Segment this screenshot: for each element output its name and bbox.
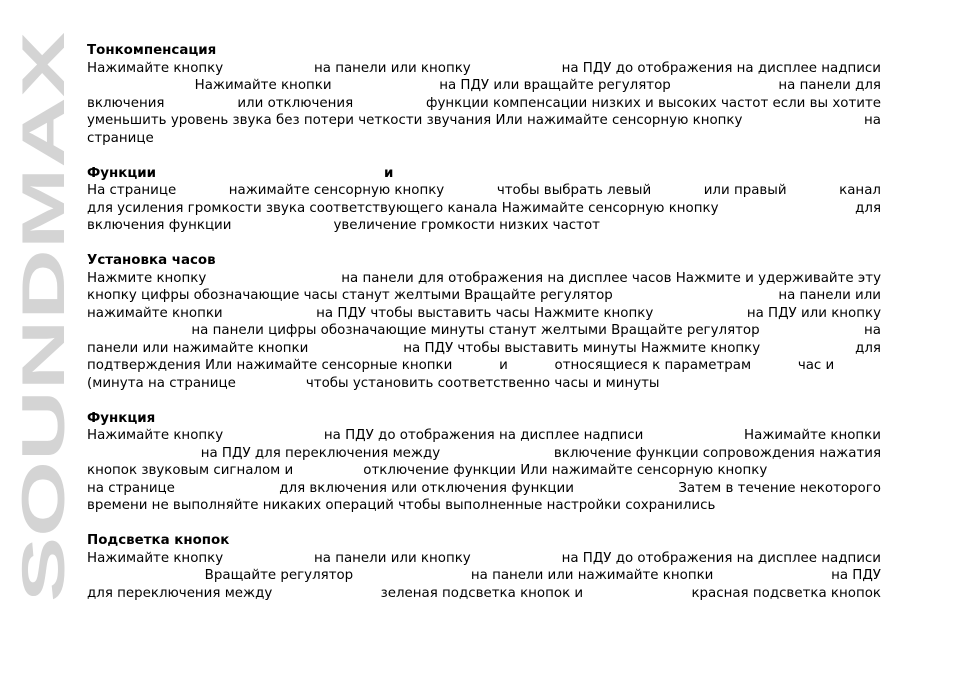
section-heading-part: Функция <box>87 410 156 426</box>
manual-section <box>87 165 881 235</box>
text-line <box>87 95 881 113</box>
text-segment: и <box>499 358 508 373</box>
text-line <box>87 130 881 148</box>
text-line <box>87 182 881 200</box>
text-segment: подтверждения Или нажимайте сенсорные кнопки <box>87 358 453 373</box>
text-segment: на панели для <box>778 78 881 93</box>
text-segment: на ПДУ для переключения между <box>200 445 441 461</box>
text-segment: для переключения между <box>87 585 273 601</box>
text-line <box>87 112 881 130</box>
text-line <box>87 497 881 515</box>
manual-section <box>87 410 881 515</box>
section-heading-part: Тонкомпенсация <box>87 43 217 58</box>
text-line <box>87 77 881 95</box>
text-segment: на ПДУ до отображения на дисплее надписи <box>561 550 881 566</box>
text-line <box>87 375 881 393</box>
text-segment: на странице <box>87 480 175 496</box>
text-segment: чтобы установить соответственно часы и минуты <box>305 375 660 391</box>
manual-section <box>87 42 881 147</box>
text-line <box>87 462 881 480</box>
text-segment: уменьшить уровень звука без потери четкости звучания Или нажимайте сенсорную кнопку <box>87 113 743 128</box>
section-heading <box>87 252 881 270</box>
section-heading <box>87 42 881 60</box>
section-heading <box>87 165 881 183</box>
text-segment: кнопок звуковым сигналом и <box>87 463 294 478</box>
text-segment: для усиления громкости звука соответствующего канала Нажимайте сенсорную кнопку <box>87 200 719 216</box>
text-segment: на ПДУ до отображения на дисплее надписи <box>561 60 881 76</box>
text-segment: канал <box>839 183 881 198</box>
soundmax-logo-icon: SOUNDMAX <box>10 251 77 602</box>
text-segment: или отключения <box>237 95 354 111</box>
text-line <box>87 427 881 445</box>
text-line <box>87 270 881 288</box>
section-heading <box>87 532 881 550</box>
text-segment: на ПДУ или вращайте регулятор <box>439 78 671 93</box>
text-segment: увеличение громкости низких частот <box>333 218 600 233</box>
text-segment: На странице <box>87 183 177 198</box>
text-segment: Нажимайте кнопку <box>87 550 224 566</box>
text-segment: на панели цифры обозначающие минуты станут желтыми Вращайте регулятор <box>191 323 760 338</box>
text-line <box>87 567 881 585</box>
text-line <box>87 305 881 323</box>
text-segment: для <box>855 200 881 216</box>
text-segment: относящиеся к параметрам <box>554 358 752 373</box>
manual-section <box>87 252 881 392</box>
text-segment: кнопку цифры обозначающие часы станут желтыми Вращайте регулятор <box>87 288 613 303</box>
text-segment: зеленая подсветка кнопок и <box>380 585 584 601</box>
text-segment: Нажмите кнопку <box>87 270 207 286</box>
manual-page-content <box>87 42 881 620</box>
text-line <box>87 287 881 305</box>
text-segment: нажимайте сенсорную кнопку <box>228 183 445 198</box>
text-segment: на ПДУ до отображения на дисплее надписи <box>323 428 644 443</box>
text-line <box>87 60 881 78</box>
text-segment: красная подсветка кнопок <box>691 585 881 601</box>
text-line <box>87 340 881 358</box>
text-segment: Нажимайте кнопки <box>194 78 332 93</box>
text-segment: нажимайте кнопки <box>87 305 223 321</box>
text-segment: времени не выполняйте никаких операций чтобы выполненные настройки сохранились <box>87 498 716 513</box>
text-segment: включения функции <box>87 218 232 233</box>
text-segment: на панели для отображения на дисплее часов Нажмите и удерживайте эту <box>341 270 881 286</box>
text-segment: на ПДУ чтобы выставить часы Нажмите кнопку <box>316 305 654 321</box>
text-segment: на ПДУ или кнопку <box>746 305 881 321</box>
text-segment: для включения или отключения функции <box>279 480 574 496</box>
text-line <box>87 480 881 498</box>
text-segment: функции компенсации низких и высоких частот если вы хотите <box>426 95 881 111</box>
text-segment: на панели или нажимайте кнопки <box>470 568 714 583</box>
text-segment: панели или нажимайте кнопки <box>87 340 309 356</box>
text-segment: на <box>864 113 881 128</box>
text-segment: (минута на странице <box>87 375 236 391</box>
text-segment: на ПДУ чтобы выставить минуты Нажмите кнопку <box>403 340 761 356</box>
text-segment: чтобы выбрать левый <box>496 183 652 198</box>
section-heading-part: Функции <box>87 165 157 181</box>
text-segment: Нажимайте кнопку <box>87 428 224 443</box>
text-line <box>87 357 881 375</box>
manual-section <box>87 532 881 602</box>
section-heading <box>87 410 881 428</box>
section-heading-part: и <box>384 165 394 181</box>
text-segment: включения <box>87 95 165 111</box>
text-segment: на панели или <box>778 288 881 303</box>
text-segment: на ПДУ <box>831 568 881 583</box>
text-segment: странице <box>87 130 154 146</box>
text-segment: Нажимайте кнопки <box>744 428 881 443</box>
text-line <box>87 322 881 340</box>
text-line <box>87 550 881 568</box>
text-segment: Нажимайте кнопку <box>87 60 224 76</box>
section-heading-part: Установка часов <box>87 253 216 268</box>
text-line <box>87 200 881 218</box>
text-segment: включение функции сопровождения нажатия <box>553 445 881 461</box>
text-line <box>87 585 881 603</box>
text-segment: час и <box>797 358 835 373</box>
text-segment: Вращайте регулятор <box>204 568 354 583</box>
section-heading-part: Подсветка кнопок <box>87 533 230 548</box>
text-segment: отключение функции Или нажимайте сенсорную кнопку <box>363 463 768 478</box>
text-segment: Затем в течение некоторого <box>678 480 881 496</box>
text-segment: на панели или кнопку <box>314 550 471 566</box>
text-segment: на <box>864 323 881 338</box>
brand-logo-vertical <box>10 30 77 605</box>
text-segment: или правый <box>703 183 787 198</box>
text-line <box>87 217 881 235</box>
text-segment: на панели или кнопку <box>314 60 471 76</box>
text-segment: для <box>855 340 881 356</box>
text-line <box>87 445 881 463</box>
